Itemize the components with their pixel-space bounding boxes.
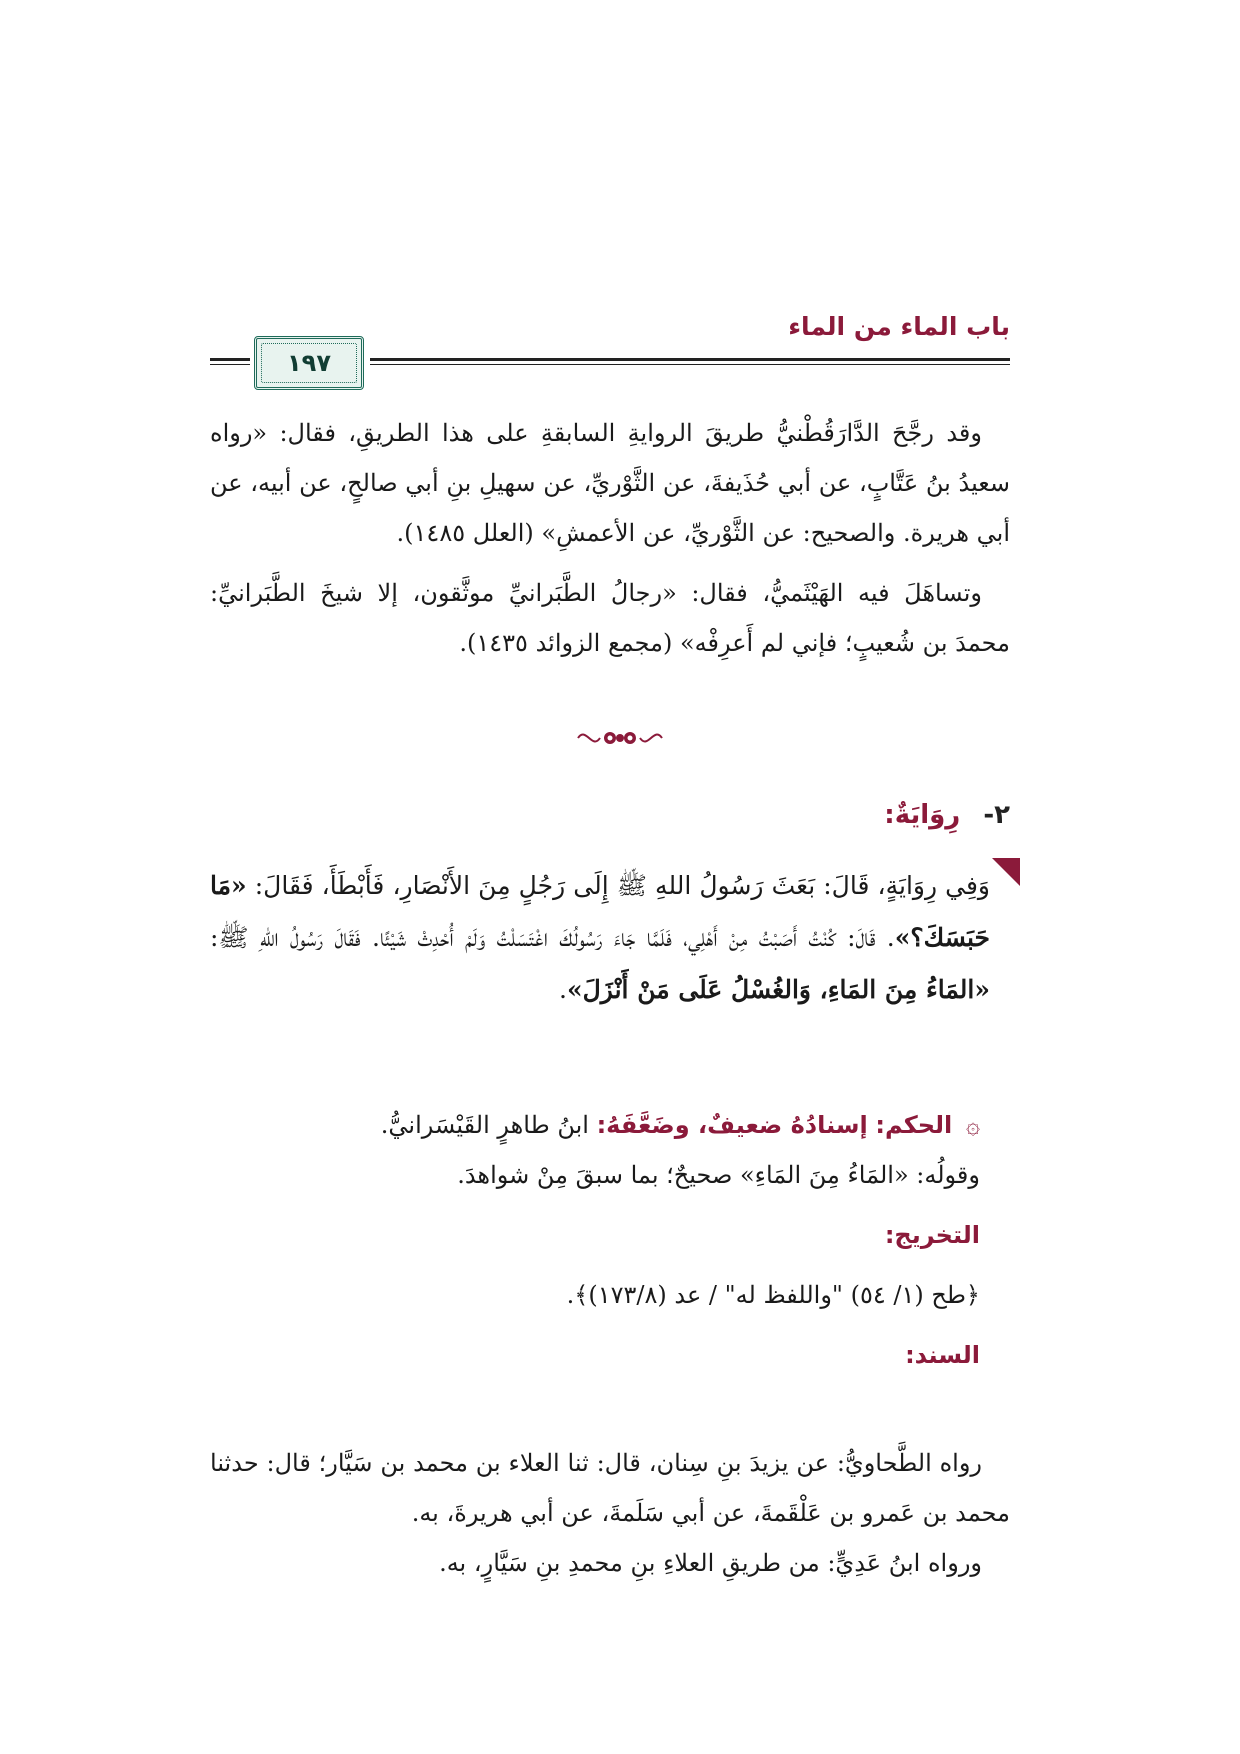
hadith-part-1: وَفِي رِوَايَةٍ، قَالَ: بَعَثَ رَسُولُ اللهِ ﷺ إِلَى رَجُلٍ مِنَ الأَنْصَارِ، فَأَبْطَأَ، فَقَالَ: xyxy=(246,871,990,900)
sanad-paragraph-1 xyxy=(210,1438,1010,1538)
sanad-paragraph-2 xyxy=(210,1538,1010,1588)
ruling-note: وقولُه: «المَاءُ مِنَ المَاءِ» صحيحٌ؛ بما سبقَ مِنْ شواهدَ. xyxy=(457,1161,980,1189)
page-header xyxy=(210,312,1010,384)
ornament-divider-icon xyxy=(570,718,670,758)
header-rule-thick xyxy=(370,358,1010,361)
header-rule-thin xyxy=(370,364,1010,365)
header-rule-left-thin xyxy=(210,364,250,365)
ruling-line xyxy=(210,1100,980,1150)
flower-icon: ۞ xyxy=(965,1111,980,1139)
sanad-label: السند: xyxy=(905,1341,980,1369)
intro-paragraph-2 xyxy=(210,568,1010,668)
ruling-label: الحكم: xyxy=(875,1111,953,1139)
hadith-bold-2: «المَاءُ مِنَ المَاءِ، وَالغُسْلُ عَلَى مَنْ أَنْزَلَ» xyxy=(567,975,990,1004)
ruling-block xyxy=(210,1100,980,1380)
hadith-corner-mark-icon xyxy=(992,858,1020,886)
hadith-text xyxy=(210,860,990,1016)
hadith-bold-1: «مَا حَبَسَكَ؟» xyxy=(210,871,990,952)
intro-text-2: وتساهَلَ فيه الهَيْثَميُّ، فقال: «رجالُ الطَّبَرانيِّ موثَّقون، إلا شيخَ الطَّبَرانيِّ: محمدَ بن شُعيبٍ؛ فإني لم أَعرِفْه» (مجمع الزوائد ١٤٣٥). xyxy=(210,579,1010,657)
section-heading xyxy=(884,800,1010,830)
ruling-by: ابنُ طاهرٍ القَيْسَرانيُّ. xyxy=(380,1111,589,1139)
page-number: ١٩٧ xyxy=(287,349,331,377)
intro-text-1: وقد رجَّحَ الدَّارَقُطْنيُّ طريقَ الروايةِ السابقةِ على هذا الطريقِ، فقال: «رواه سعيدُ بنُ عَتَّابٍ، عن أبي حُذَيفةَ، عن الثَّوْريِّ، عن سهيلِ بنِ أبي صالحٍ، عن أبيه، عن أبي هريرة. والصحيح: عن الثَّوْريِّ، عن الأعمشِ» (العلل ١٤٨٥). xyxy=(210,419,1010,547)
section-number: ٢- xyxy=(983,800,1010,830)
ruling-verdict: إسنادُهُ ضعيفٌ، وضَعَّفَهُ: xyxy=(596,1111,868,1139)
section-title: رِوَايَةٌ: xyxy=(884,800,961,830)
header-rule-left-thick xyxy=(210,358,250,361)
sanad-text-1: رواه الطَّحاويُّ: عن يزيدَ بنِ سِنان، قال: ثنا العلاء بن محمد بن سَيَّار؛ قال: حدثنا محمد بن عَمرو بن عَلْقَمةَ، عن أبي سَلَمةَ، عن أبي هريرةَ، به. xyxy=(210,1449,1010,1527)
intro-paragraph-1 xyxy=(210,408,1010,558)
hadith-part-3: . xyxy=(559,975,567,1004)
takhrij-label: التخريج: xyxy=(884,1221,980,1249)
sanad-text-2: ورواه ابنُ عَدِيٍّ: من طريقِ العلاءِ بنِ محمدِ بنِ سَيَّارٍ، به. xyxy=(439,1549,982,1577)
hadith-part-2: . قَالَ: كُنْتُ أَصَبْتُ مِنْ أَهْلِي، فَلَمَّا جَاءَ رَسُولُكَ اغْتَسَلْتُ وَلَمْ أُحْدِثْ شَيْئًا. فَقَالَ رَسُولُ اللهِ ﷺ: xyxy=(210,923,895,952)
page-number-badge xyxy=(254,336,364,390)
takhrij-line: ﴿طح (١/ ٥٤) "واللفظ له" / عد (١٧٣/٨)﴾. xyxy=(566,1281,980,1309)
chapter-title: باب الماء من الماء xyxy=(788,312,1010,341)
